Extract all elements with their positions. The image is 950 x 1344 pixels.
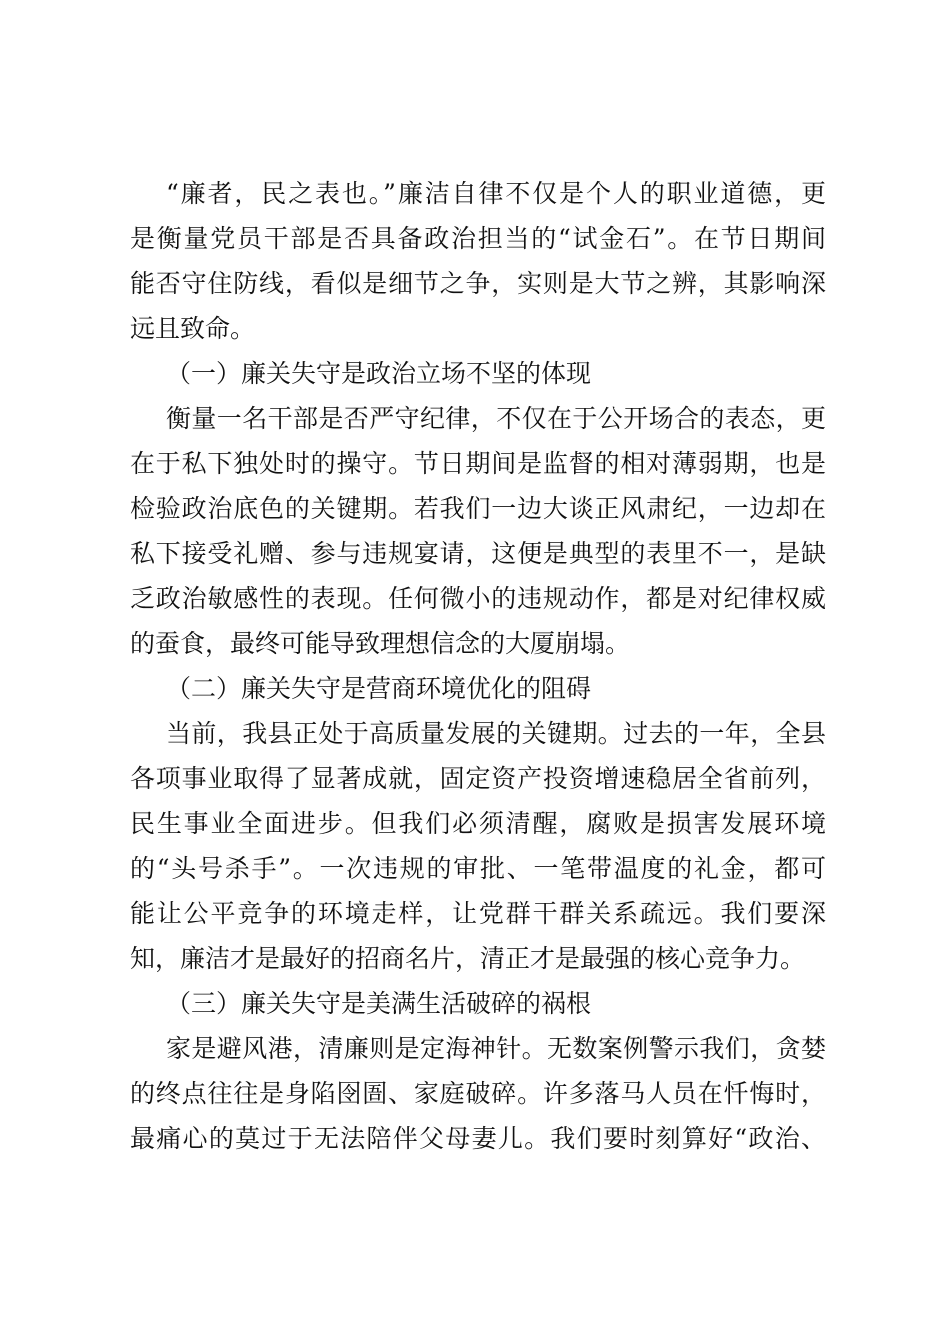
text-line: 的蚕食，最终可能导致理想信念的大厦崩塌。	[130, 629, 631, 658]
text-line: （二）廉关失守是营商环境优化的阻碍	[166, 674, 592, 703]
text-line: 能让公平竞争的环境走样，让党群干群关系疏远。我们要深	[130, 899, 826, 928]
text-line: （三）廉关失守是美满生活破碎的祸根	[166, 989, 592, 1018]
text-line: 民生事业全面进步。但我们必须清醒，腐败是损害发展环境	[130, 809, 826, 838]
text-line: 当前，我县正处于高质量发展的关键期。过去的一年，全县	[166, 719, 826, 748]
paragraph	[130, 1026, 826, 1161]
text-line: 衡量一名干部是否严守纪律，不仅在于公开场合的表态，更	[166, 404, 826, 433]
text-line: 的终点往往是身陷囹圄、家庭破碎。许多落马人员在忏悔时，	[130, 1079, 826, 1108]
section-heading	[130, 666, 826, 711]
text-line: 远且致命。	[130, 314, 256, 343]
text-line: 乏政治敏感性的表现。任何微小的违规动作，都是对纪律权威	[130, 584, 826, 613]
text-line: （一）廉关失守是政治立场不坚的体现	[166, 359, 592, 388]
text-line: 最痛心的莫过于无法陪伴父母妻儿。我们要时刻算好“政治、	[130, 1124, 826, 1153]
section-heading	[130, 351, 826, 396]
paragraph	[130, 396, 826, 666]
text-line: 是衡量党员干部是否具备政治担当的“试金石”。在节日期间	[130, 224, 826, 253]
text-line: 检验政治底色的关键期。若我们一边大谈正风肃纪，一边却在	[130, 494, 826, 523]
text-line: 各项事业取得了显著成就，固定资产投资增速稳居全省前列，	[130, 764, 826, 793]
paragraph	[130, 711, 826, 981]
text-line: 能否守住防线，看似是细节之争，实则是大节之辨，其影响深	[130, 269, 826, 298]
text-line: 家是避风港，清廉则是定海神针。无数案例警示我们，贪婪	[166, 1034, 826, 1063]
document-body	[130, 171, 826, 1161]
section-heading	[130, 981, 826, 1026]
text-line: 知，廉洁才是最好的招商名片，清正才是最强的核心竞争力。	[130, 944, 806, 973]
text-line: 的“头号杀手”。一次违规的审批、一笔带温度的礼金，都可	[130, 854, 826, 883]
text-line: 私下接受礼赠、参与违规宴请，这便是典型的表里不一，是缺	[130, 539, 826, 568]
text-line: “廉者，民之表也。”廉洁自律不仅是个人的职业道德，更	[166, 179, 826, 208]
paragraph	[130, 171, 826, 351]
text-line: 在于私下独处时的操守。节日期间是监督的相对薄弱期，也是	[130, 449, 826, 478]
